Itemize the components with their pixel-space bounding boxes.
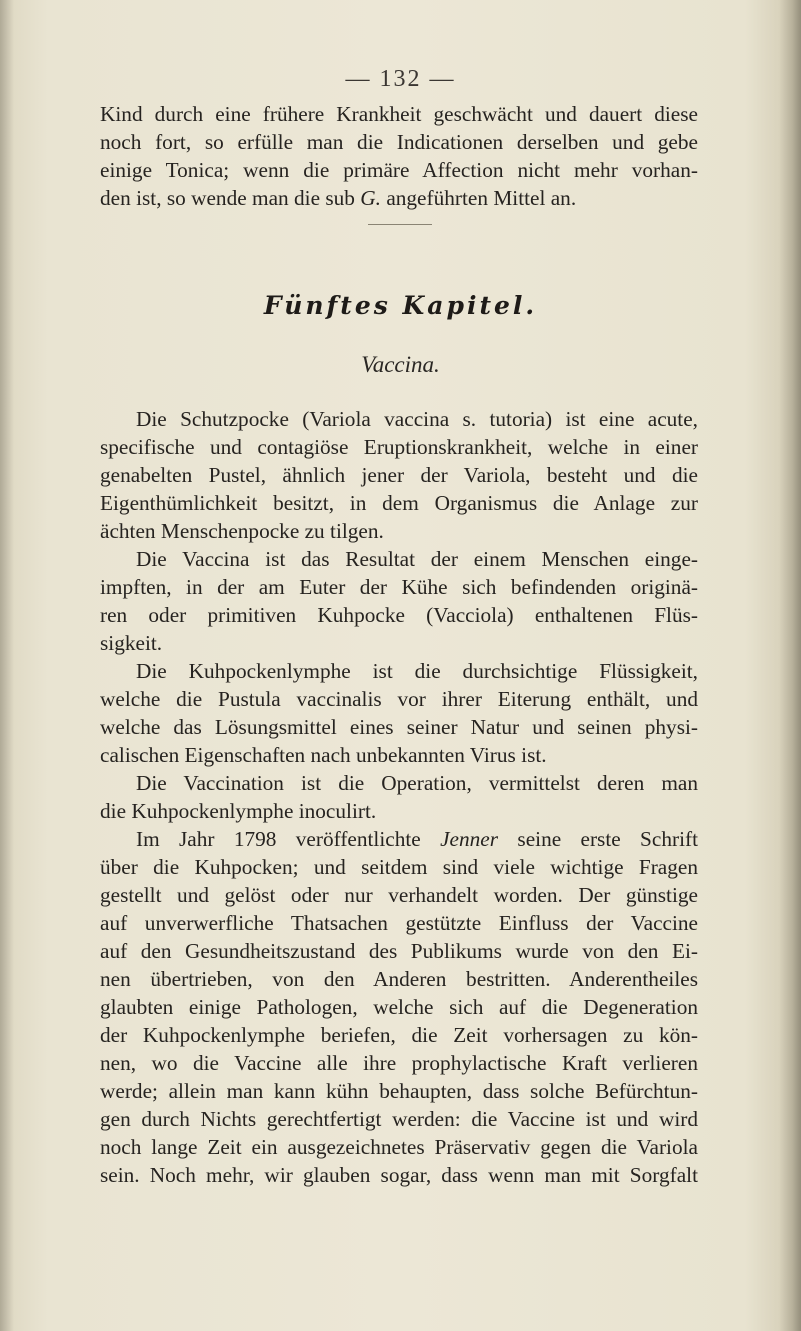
chapter-heading: Fünftes Kapitel.: [263, 291, 538, 320]
text-line: ren oder primitiven Kuhpocke (Vacciola) enthaltenen Flüs-: [100, 603, 698, 627]
text-line: auf den Gesundheitszustand des Publikums wurde von den Ei-: [100, 939, 698, 963]
text-line: Die Schutzpocke (Variola vaccina s. tutoria) ist eine acute,: [136, 407, 698, 431]
text-line: welche das Lösungsmittel eines seiner Natur und seinen physi-: [100, 715, 698, 739]
text-line: auf unverwerfliche Thatsachen gestützte Einfluss der Vaccine: [100, 911, 698, 935]
page-left-shadow: [0, 0, 14, 1331]
text-line: der Kuhpockenlymphe beriefen, die Zeit vorhersagen zu kön-: [100, 1023, 698, 1047]
text-line: nen, wo die Vaccine alle ihre prophylactische Kraft verlieren: [100, 1051, 698, 1075]
text-line: genabelten Pustel, ähnlich jener der Variola, besteht und die: [100, 463, 698, 487]
text-line: gen durch Nichts gerechtfertigt werden: die Vaccine ist und wird: [100, 1107, 698, 1131]
text-line: welche die Pustula vaccinalis vor ihrer Eiterung enthält, und: [100, 687, 698, 711]
text-fragment: seine erste Schrift: [517, 827, 699, 851]
text-line: ächten Menschenpocke zu tilgen.: [100, 519, 384, 543]
text-line: Die Kuhpockenlymphe ist die durchsichtige Flüssigkeit,: [136, 659, 698, 683]
text-fragment: Im Jahr 1798 veröffentlichte: [136, 827, 421, 851]
section-ref: G.: [360, 186, 381, 210]
text-line: [100, 184, 698, 212]
page-right-edge: [779, 0, 801, 1331]
section-divider: [368, 224, 432, 225]
text-line: Die Vaccination ist die Operation, vermittelst deren man: [136, 771, 698, 795]
chapter-subtitle: Vaccina.: [361, 352, 440, 377]
top-paragraph: [100, 100, 698, 212]
text-line: die Kuhpockenlymphe inoculirt.: [100, 799, 377, 823]
text-line: Die Vaccina ist das Resultat der einem Menschen einge-: [136, 547, 698, 571]
text-line: impften, in der am Euter der Kühe sich befindenden originä-: [100, 575, 698, 599]
page-number: — 132 —: [345, 66, 456, 92]
text-fragment: angeführten Mittel an.: [386, 186, 577, 210]
text-line: gestellt und gelöst oder nur verhandelt worden. Der günstige: [100, 883, 698, 907]
text-line: calischen Eigenschaften nach unbekannten Virus ist.: [100, 743, 547, 767]
chapter-body: [100, 405, 698, 1189]
text-line: Kind durch eine frühere Krankheit geschwächt und dauert diese: [100, 102, 698, 126]
text-line: specifische und contagiöse Eruptionskrankheit, welche in einer: [100, 435, 698, 459]
text-line: glaubten einige Pathologen, welche sich auf die Degeneration: [100, 995, 698, 1019]
text-line: werde; allein man kann kühn behaupten, dass solche Befürchtun-: [100, 1079, 698, 1103]
text-fragment: den ist, so wende man die sub: [100, 186, 355, 210]
text-line: sigkeit.: [100, 631, 163, 655]
text-line: nen übertrieben, von den Anderen bestritten. Anderentheiles: [100, 967, 698, 991]
text-line: noch fort, so erfülle man die Indicationen derselben und gebe: [100, 130, 698, 154]
text-line: über die Kuhpocken; und seitdem sind viele wichtige Fragen: [100, 855, 698, 879]
author-name: Jenner: [440, 827, 499, 851]
text-line: [100, 825, 698, 853]
text-line: Eigenthümlichkeit besitzt, in dem Organismus die Anlage zur: [100, 491, 698, 515]
text-line: einige Tonica; wenn die primäre Affection nicht mehr vorhan-: [100, 158, 698, 182]
text-line: sein. Noch mehr, wir glauben sogar, dass wenn man mit Sorgfalt: [100, 1163, 698, 1187]
text-line: noch lange Zeit ein ausgezeichnetes Präservativ gegen die Variola: [100, 1135, 698, 1159]
